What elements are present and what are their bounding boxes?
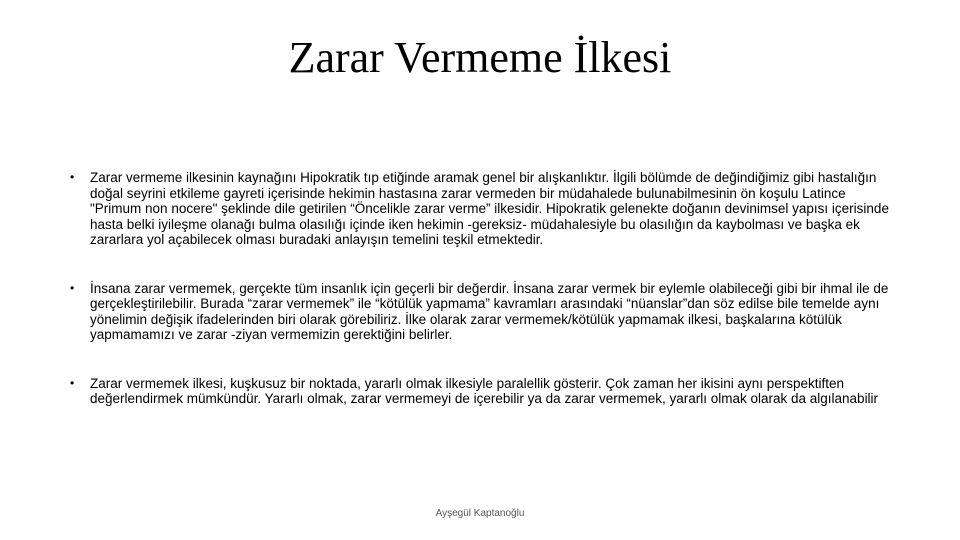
bullet-item: [70, 170, 890, 248]
bullet-icon: •: [70, 375, 75, 390]
author-footer: Ayşegül Kaptanoğlu: [435, 508, 525, 519]
bullet-icon: •: [70, 170, 75, 184]
bullet-list: [70, 170, 890, 440]
bullet-text: Zarar vermeme ilkesinin kaynağını Hipokratik tıp etiğinde aramak genel bir alışkanlıktır. İlgili bölümde de değindiğimiz gibi hastalığın doğal seyrini etkileme gayreti içerisinde hekimin hastasına zarar vermeden bir müdahalede bulunabilmesinin ön koşulu Latince "Primum non nocere" şeklinde dile getirilen “Öncelikle zarar verme” ilkesidir. Hipokratik gelenekte doğanın devinimsel yapısı içerisinde hasta belki iyileşme olanağı bulma olasılığı içinde iken hekimin -gereksiz- müdahalesiyle bu olasılığın da kaybolması ve başka ek zararlara yol açabilecek olması buradaki anlayışın temelini teşkil etmektedir.: [90, 170, 889, 247]
bullet-item: [70, 376, 890, 407]
bullet-icon: •: [70, 280, 75, 295]
bullet-item: [70, 281, 890, 343]
slide-title: Zarar Vermeme İlkesi: [288, 33, 672, 82]
bullet-text: İnsana zarar vermemek, gerçekte tüm insanlık için geçerli bir değerdir. İnsana zarar vermek bir eylemle olabileceği gibi bir ihmal ile de gerçekleştirilebilir. Burada “zarar vermemek” ile “kötülük yapmama” kavramları arasındaki “nüanslar”dan söz edilse bile temelde aynı yönelimin değişik ifadelerinden biri olarak görebiliriz. İlke olarak zarar vermemek/kötülük yapmamak ilkesi, başkalarına kötülük yapmamamızı ve zarar -ziyan vermemizin gerektiğini belirler.: [90, 280, 889, 342]
bullet-text: Zarar vermemek ilkesi, kuşkusuz bir noktada, yararlı olmak ilkesiyle paralellik gösterir. Çok zaman her ikisini aynı perspektiften değerlendirmek mümkündür. Yararlı olmak, zarar vermemeyi de içerebilir ya da zarar vermemek, yararlı olmak olarak da algılanabilir: [90, 375, 879, 406]
